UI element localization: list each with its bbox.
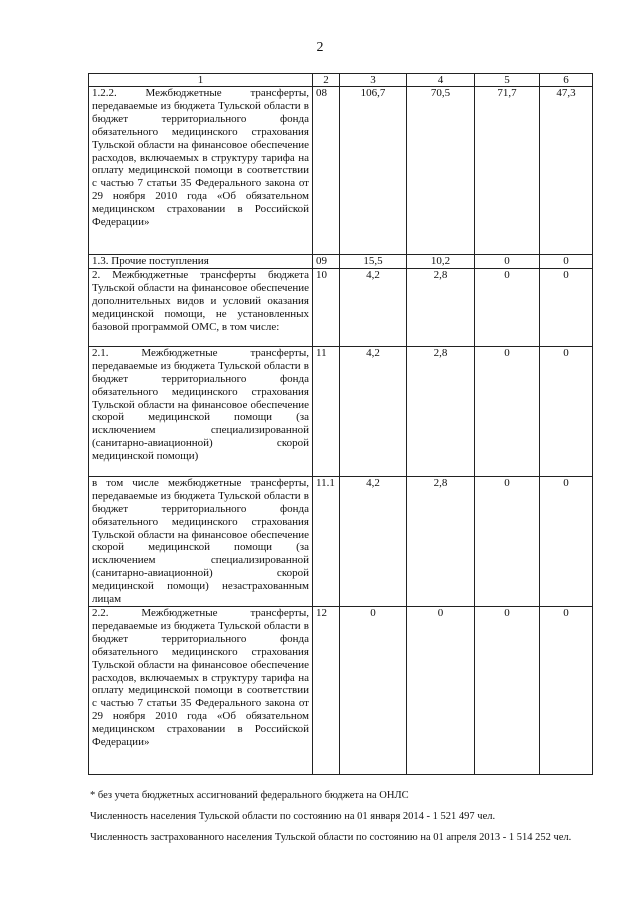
table-row [89, 476, 593, 606]
row-name: 2. Межбюджетные трансферты бюджета Тульской области на финансовое обеспечение дополнительных видов и условий оказания медицинской помощи, не установленных базовой программой ОМС, в том числе: [89, 268, 313, 346]
cell-col5: 71,7 [475, 87, 540, 255]
cell-col3: 106,7 [340, 87, 407, 255]
cell-col6: 0 [540, 268, 593, 346]
cell-col6: 0 [540, 476, 593, 606]
cell-col4: 10,2 [407, 255, 475, 269]
cell-col3: 4,2 [340, 476, 407, 606]
row-name: 1.2.2. Межбюджетные трансферты, передаваемые из бюджета Тульской области в бюджет территориального фонда обязательного медицинского страхования Тульской области на финансовое обеспечение расходов, включаемых в структуру тарифа на оплату медицинской помощи в соответствии с частью 7 статьи 35 Федерального закона от 29 ноября 2010 года «Об обязательном медицинском страховании в Российской Федерации» [89, 87, 313, 255]
population-note: Численность населения Тульской области по состоянию на 01 января 2014 - 1 521 497 чел. [90, 811, 496, 822]
budget-table [88, 73, 593, 775]
column-header: 2 [313, 74, 340, 87]
table-header-row [89, 74, 593, 87]
footnote-onls: * без учета бюджетных ассигнований федерального бюджета на ОНЛС [90, 790, 409, 801]
cell-col4: 0 [407, 606, 475, 774]
table-row [89, 255, 593, 269]
row-code: 10 [313, 268, 340, 346]
column-header: 4 [407, 74, 475, 87]
cell-col4: 70,5 [407, 87, 475, 255]
row-code: 08 [313, 87, 340, 255]
cell-col3: 4,2 [340, 346, 407, 476]
table-row [89, 87, 593, 255]
cell-col6: 0 [540, 606, 593, 774]
row-code: 11.1 [313, 476, 340, 606]
table-row [89, 346, 593, 476]
cell-col6: 0 [540, 346, 593, 476]
cell-col5: 0 [475, 476, 540, 606]
cell-col4: 2,8 [407, 476, 475, 606]
column-header: 1 [89, 74, 313, 87]
footnotes [90, 789, 610, 852]
row-code: 11 [313, 346, 340, 476]
cell-col3: 0 [340, 606, 407, 774]
table-row [89, 606, 593, 774]
insured-population-note: Численность застрахованного населения Тульской области по состоянию на 01 апреля 2013 - 1 514 252 чел. [90, 832, 572, 843]
page-number: 2 [316, 40, 324, 55]
row-code: 12 [313, 606, 340, 774]
row-code: 09 [313, 255, 340, 269]
row-name: 2.1. Межбюджетные трансферты, передаваемые из бюджета Тульской области в бюджет территориального фонда обязательного медицинского страхования Тульской области на финансовое обеспечение скорой медицинской помощи (за исключением специализированной (санитарно-авиационной) скорой медицинской помощи) [89, 346, 313, 476]
column-header: 5 [475, 74, 540, 87]
cell-col4: 2,8 [407, 268, 475, 346]
cell-col5: 0 [475, 268, 540, 346]
cell-col5: 0 [475, 255, 540, 269]
cell-col3: 4,2 [340, 268, 407, 346]
row-name: 1.3. Прочие поступления [89, 255, 313, 269]
cell-col5: 0 [475, 346, 540, 476]
cell-col6: 0 [540, 255, 593, 269]
cell-col3: 15,5 [340, 255, 407, 269]
row-name: в том числе межбюджетные трансферты, передаваемые из бюджета Тульской области в бюджет территориального фонда обязательного медицинского страхования Тульской области на финансовое обеспечение скорой медицинской помощи (за исключением специализированной (санитарно-авиационной) скорой медицинской помощи) незастрахованным лицам [89, 476, 313, 606]
cell-col4: 2,8 [407, 346, 475, 476]
cell-col5: 0 [475, 606, 540, 774]
column-header: 6 [540, 74, 593, 87]
table-row [89, 268, 593, 346]
row-name: 2.2. Межбюджетные трансферты, передаваемые из бюджета Тульской области в бюджет территориального фонда обязательного медицинского страхования Тульской области на финансовое обеспечение расходов, включаемых в структуру тарифа на оплату медицинской помощи в соответствии с частью 7 статьи 35 Федерального закона от 29 ноября 2010 года «Об обязательном медицинском страховании в Российской Федерации» [89, 606, 313, 774]
column-header: 3 [340, 74, 407, 87]
cell-col6: 47,3 [540, 87, 593, 255]
